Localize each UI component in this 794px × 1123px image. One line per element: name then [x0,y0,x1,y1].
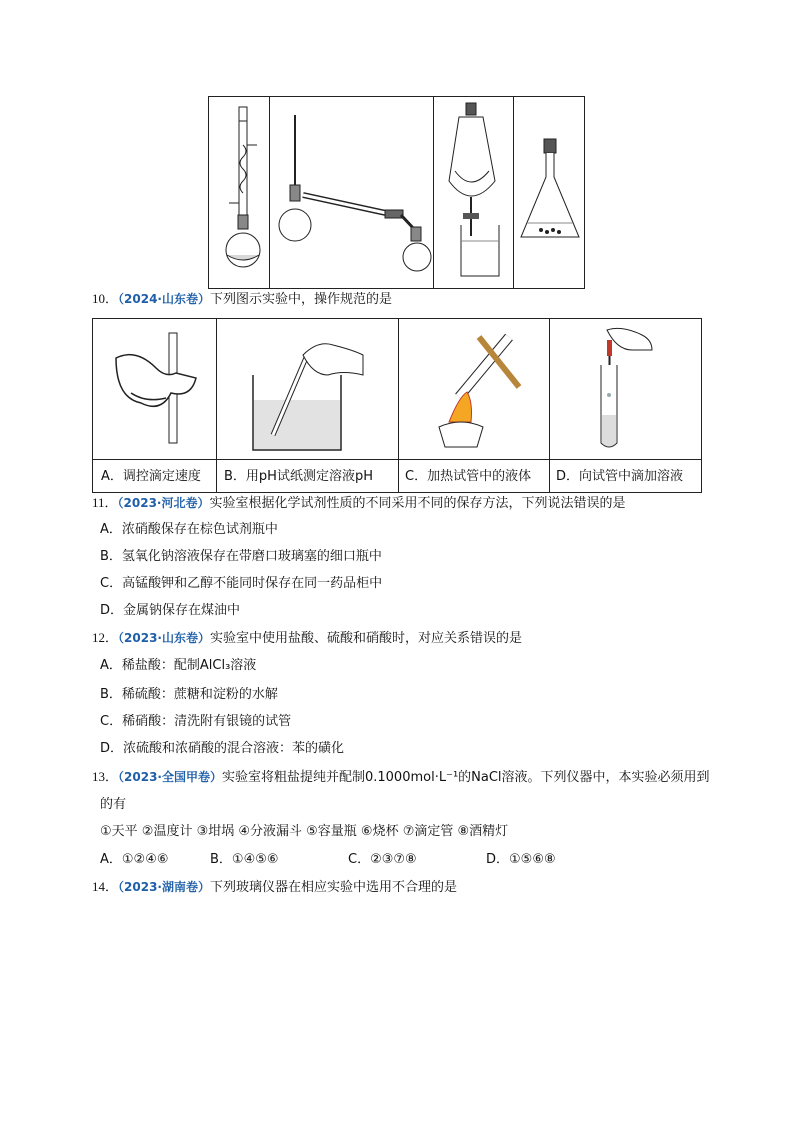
q13-option-C: C．②③⑦⑧ [348,852,417,867]
question-source: （2023·湖南卷） [118,880,210,894]
question-number: 14． [92,879,119,894]
question-stem: 实验室将粗盐提纯并配制0.1000mol·L⁻¹的NaCl溶液。下列仪器中，本实验必须用到 [221,770,710,785]
dropper-test-tube-illustration [587,325,657,451]
separatory-funnel-illustration [441,101,509,281]
q11-option-D: D．金属钠保存在煤油中 [100,603,241,618]
q11-option-A: A．浓硝酸保存在棕色试剂瓶中 [100,522,278,537]
burette-control-illustration [111,333,207,451]
q12-option-A: A．稀盐酸：配制AlCl₃溶液 [100,658,257,673]
question-12-stem-line [92,629,522,648]
question-source: （2023·全国甲卷） [118,770,222,784]
option-A-caption: A．调控滴定速度 [101,469,201,484]
question-11-stem-line [92,494,626,513]
question-10-stem-line [92,290,392,309]
question-13-stem-continued: 的有 [100,797,127,812]
question-13-stem-line [92,768,710,787]
ph-paper-beaker-illustration [243,335,373,453]
question-14-stem-line [92,878,457,897]
question-source: （2024·山东卷） [118,292,210,306]
q11-option-C: C．高锰酸钾和乙醇不能同时保存在同一药品柜中 [100,576,383,591]
question-number: 11． [92,495,118,510]
question-number: 10． [92,291,119,306]
heating-test-tube-illustration [429,327,529,451]
q13-option-A: A．①②④⑥ [100,852,169,867]
question-number: 13． [92,769,119,784]
q12-option-C: C．稀硝酸：清洗附有银镜的试管 [100,714,292,729]
q12-option-D: D．浓硫酸和浓硝酸的混合溶液：苯的磺化 [100,741,345,756]
q13-option-B: B．①④⑤⑥ [210,852,279,867]
q11-option-B: B．氢氧化钠溶液保存在带磨口玻璃塞的细口瓶中 [100,549,382,564]
question-stem: 下列图示实验中，操作规范的是 [209,292,392,307]
distillation-apparatus-illustration [275,115,431,275]
question-stem: 实验室根据化学试剂性质的不同采用不同的保存方法，下列说法错误的是 [209,496,626,511]
reflux-condenser-illustration [219,105,269,280]
question-stem: 实验室中使用盐酸、硫酸和硝酸时，对应关系错误的是 [209,631,522,646]
option-C-caption: C．加热试管中的液体 [405,469,532,484]
q13-option-D: D．①⑤⑥⑧ [486,852,556,867]
question-10-option-table [92,318,702,493]
option-D-caption: D．向试管中滴加溶液 [556,469,684,484]
question-13-instrument-list: ①天平 ②温度计 ③坩埚 ④分液漏斗 ⑤容量瓶 ⑥烧杯 ⑦滴定管 ⑧酒精灯 [100,824,509,839]
question-source: （2023·河北卷） [117,496,210,510]
option-B-caption: B．用pH试纸测定溶液pH [224,469,373,484]
question-source: （2023·山东卷） [118,631,210,645]
q12-option-B: B．稀硫酸：蔗糖和淀粉的水解 [100,687,278,702]
apparatus-figure-table [208,96,585,289]
conical-flask-illustration [517,137,583,252]
question-number: 12． [92,630,119,645]
question-stem: 下列玻璃仪器在相应实验中选用不合理的是 [209,880,457,895]
